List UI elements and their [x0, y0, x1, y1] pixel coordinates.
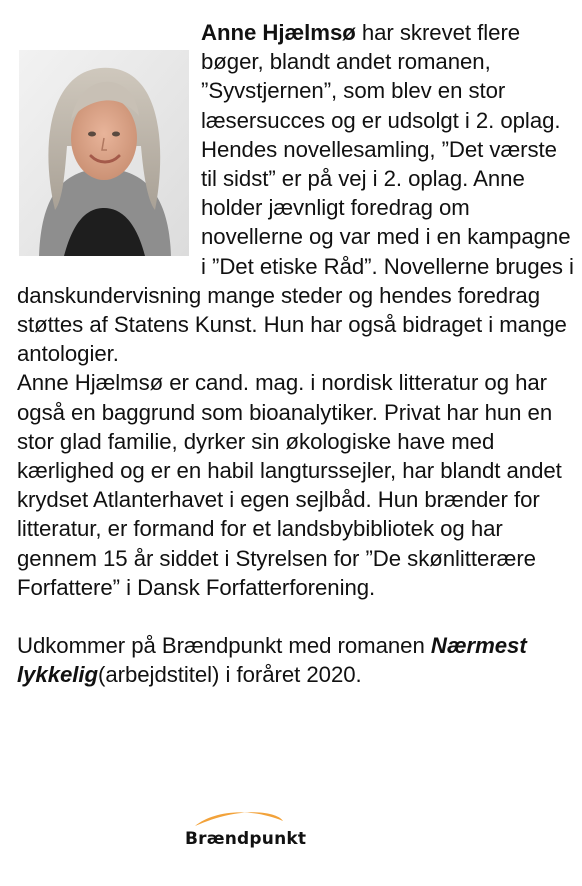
paragraph-spacer — [17, 602, 577, 631]
book-title: Nærmest lykkelig — [17, 633, 527, 688]
publisher-logo-text: Brændpunkt — [185, 829, 307, 849]
bio-paragraph-2: Anne Hjælmsø er cand. mag. i nordisk litteratur og har også en baggrund som bioanalytiker. Privat har hun en stor glad familie, dyrker sin økologiske have med kærlighed og er en habil langturssejler, har blandt andet krydset Atlanterhavet i egen sejlbåd. Hun brænder for litteratur, er formand for et landsbybibliotek og har gennem 15 år siddet i Styrelsen for ”De skønlitterære Forfattere” i Dansk Forfatterforening. — [17, 370, 562, 600]
author-bio-text — [17, 18, 577, 689]
author-name: Anne Hjælmsø — [201, 20, 356, 45]
publisher-logo — [183, 805, 307, 861]
release-note — [17, 631, 577, 689]
logo-arc-icon — [183, 805, 307, 829]
release-suffix: (arbejdstitel) i foråret 2020. — [98, 662, 362, 688]
release-prefix: Udkommer på Brændpunkt med romanen — [17, 633, 431, 659]
bio-intro-text: har skrevet flere bøger, blandt andet romanen, ”Syvstjernen”, som blev en stor læsersucces og er udsolgt i 2. oplag. Hendes novellesamling, ”Det værste til sidst” er på vej i 2. oplag. Anne holder jævnligt foredrag om novellerne og var med i en kampagne i ”Det etiske Råd”. Novellerne bruges i danskundervisning mange steder og hendes foredrag støttes af Statens Kunst. Hun har også bidraget i mange antologier. — [17, 20, 574, 367]
author-portrait — [19, 50, 189, 256]
author-portrait-image — [19, 50, 189, 256]
